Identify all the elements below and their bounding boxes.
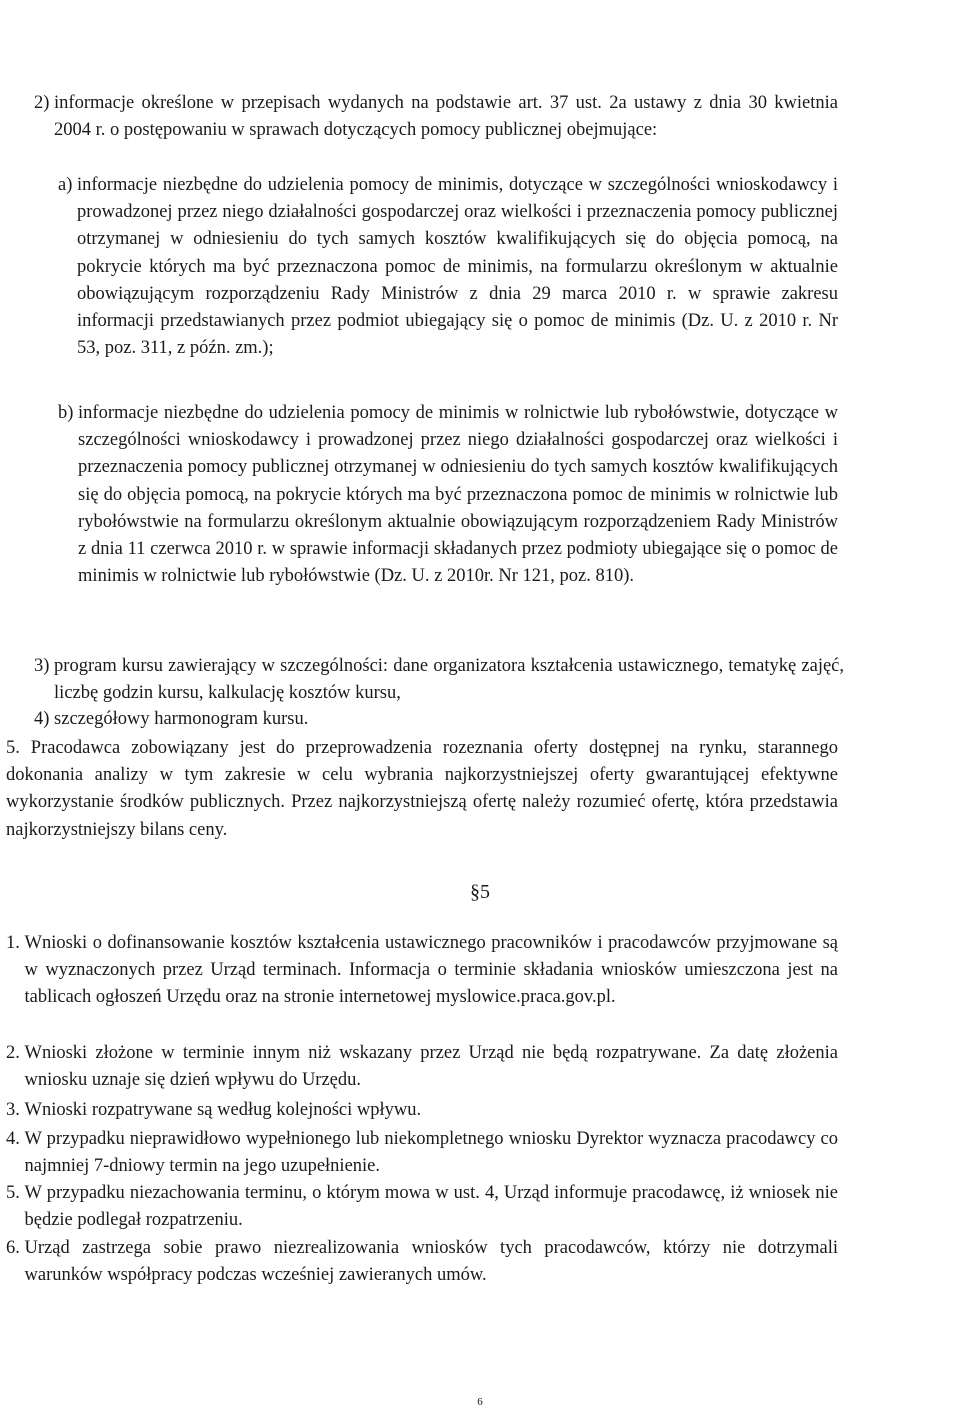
list-item-text: program kursu zawierający w szczególności: dane organizatora kształcenia ustawicznego, tematykę zajęć, liczbę godzin kursu, kalkulację kosztów kursu,: [54, 656, 844, 704]
list-item-number: 4): [34, 709, 55, 729]
list-item-text: Wnioski o dofinansowanie kosztów kształcenia ustawicznego pracowników i pracodawców przyjmowane są w wyznaczonych przez Urząd terminach. Informacja o terminie składania wniosków umieszczona jest na tablicach ogłoszeń Urzędu oraz na stronie internetowej myslowice.praca.gov.pl.: [24, 933, 838, 1008]
list-item-2a: [58, 172, 838, 362]
section-item-1: [6, 930, 838, 1012]
list-item-text: Wnioski rozpatrywane są według kolejności wpływu.: [24, 1100, 422, 1120]
list-item-text: W przypadku nieprawidłowo wypełnionego lub niekompletnego wniosku Dyrektor wyznacza pracodawcy co najmniej 7-dniowy termin na jego uzupełnienie.: [24, 1129, 838, 1177]
list-item-2b: [58, 400, 838, 590]
page-number: 6: [477, 1396, 483, 1408]
paragraph-point-5: 5. Pracodawca zobowiązany jest do przeprowadzenia rozeznania oferty dostępnej na rynku, starannego dokonania analizy w tym zakresie w celu wybrania najkorzystniejszej oferty gwarantującej efektywne wykorzystanie środków publicznych. Przez najkorzystniejszą ofertę należy rozumieć ofertę, która przedstawia najkorzystniejszy bilans ceny.: [6, 738, 838, 840]
list-item-text: informacje niezbędne do udzielenia pomocy de minimis, dotyczące w szczególności wnioskodawcy i prowadzonej przez niego działalności gospodarczej oraz wielkości i przeznaczenia pomocy publicznej otrzymanej w odniesieniu do tych samych kosztów kwalifikujących się do objęcia pomocą, na pokrycie których ma być przeznaczona pomoc de minimis, na formularzu określonym w aktualnie obowiązującym rozporządzeniu Rady Ministrów z dnia 29 marca 2010 r. w sprawie zakresu informacji przedstawianych przez podmiot ubiegający się o pomoc de minimis (Dz. U. z 2010 r. Nr 53, poz. 311, z późn. zm.);: [77, 175, 838, 359]
list-item-number: 4.: [6, 1129, 25, 1149]
list-item-4: [34, 706, 844, 733]
list-item-number: 1.: [6, 933, 25, 953]
section-item-2: [6, 1040, 838, 1094]
list-item-text: szczegółowy harmonogram kursu.: [54, 709, 309, 729]
list-item-letter: b): [58, 403, 79, 423]
list-item-number: 3.: [6, 1100, 25, 1120]
list-item-letter: a): [58, 175, 77, 195]
list-item-text: informacje niezbędne do udzielenia pomocy de minimis w rolnictwie lub rybołówstwie, dotyczące w szczególności wnioskodawcy i prowadzonej przez niego działalności gospodarczej oraz wielkości i przeznaczenia pomocy publicznej otrzymanej w odniesieniu do tych samych kosztów kwalifikujących się do objęcia pomocą, na pokrycie których ma być przeznaczona pomoc de minimis w rolnictwie lub rybołówstwie na formularzu określonym aktualnie obowiązującym rozporządzeniem Rady Ministrów z dnia 11 czerwca 2010 r. w sprawie informacji składanych przez podmioty ubiegające się o pomoc de minimis w rolnictwie lub rybołówstwie (Dz. U. z 2010r. Nr 121, poz. 810).: [78, 403, 838, 587]
list-item-number: 3): [34, 656, 55, 676]
list-item-text: informacje określone w przepisach wydanych na podstawie art. 37 ust. 2a ustawy z dnia 30 kwietnia 2004 r. o postępowaniu w sprawach dotyczących pomocy publicznej obejmujące:: [54, 93, 838, 141]
list-item-3: [34, 653, 844, 707]
section-heading: §5: [470, 881, 490, 903]
list-item-number: 2.: [6, 1043, 25, 1063]
section-item-3: [6, 1097, 838, 1124]
section-item-5: [6, 1180, 838, 1234]
list-item-text: Wnioski złożone w terminie innym niż wskazany przez Urząd nie będą rozpatrywane. Za datę złożenia wniosku uznaje się dzień wpływu do Urzędu.: [24, 1043, 838, 1091]
list-item-number: 2): [34, 93, 55, 113]
list-item-text: Urząd zastrzega sobie prawo niezrealizowania wniosków tych pracodawców, którzy nie dotrzymali warunków współpracy podczas wcześniej zawieranych umów.: [24, 1238, 838, 1286]
list-item-number: 5.: [6, 1183, 25, 1203]
list-item-number: 6.: [6, 1238, 25, 1258]
section-item-6: [6, 1235, 838, 1289]
list-item-text: W przypadku niezachowania terminu, o którym mowa w ust. 4, Urząd informuje pracodawcę, iż wniosek nie będzie podlegał rozpatrzeniu.: [24, 1183, 838, 1231]
section-item-4: [6, 1126, 838, 1180]
list-item-2: [34, 90, 838, 144]
